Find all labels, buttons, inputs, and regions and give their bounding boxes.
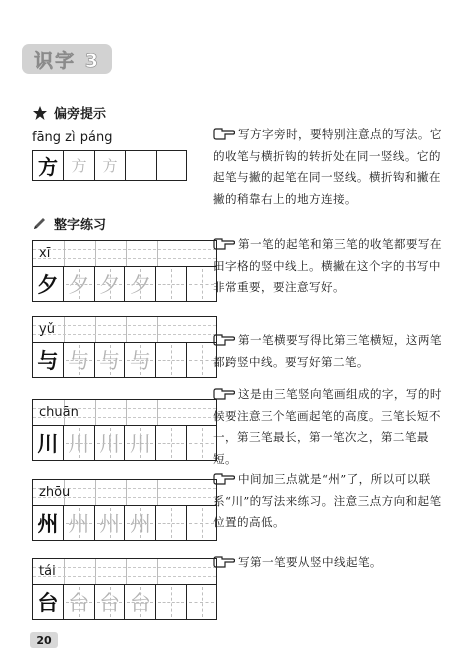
radical-grid — [32, 150, 187, 181]
trace-cell: 夕 — [94, 266, 125, 302]
trace-cell: 与 — [63, 342, 94, 378]
char-cell: 夕 — [32, 266, 63, 302]
note-yu — [213, 330, 445, 373]
trace-cell: 台 — [94, 584, 125, 620]
page-number: 20 — [30, 632, 58, 648]
note-text: 第一笔的起笔和第三笔的收笔都要写在田字格的竖中线上。横撇在这个字的书写中非常重要，要注意写好。 — [213, 237, 442, 295]
trace-cell — [186, 584, 217, 620]
trace-cell: 与 — [94, 342, 125, 378]
trace-cell: 川 — [94, 425, 125, 461]
char-grid-row — [32, 505, 217, 541]
lesson-title: 识字 3 — [34, 49, 100, 72]
char-block-yu — [32, 316, 217, 378]
trace-cell — [155, 342, 186, 378]
char-grid-row — [32, 342, 217, 378]
char-pinyin: yǔ — [39, 322, 55, 337]
char-grid-row — [32, 584, 217, 620]
pinyin-row — [32, 316, 217, 342]
char-block-xi — [32, 240, 217, 302]
trace-cell — [155, 266, 186, 302]
trace-cell: 川 — [124, 425, 155, 461]
trace-cell — [155, 584, 186, 620]
char-block-zhou — [32, 479, 217, 541]
trace-cell — [155, 505, 186, 541]
section-whole-char — [32, 214, 106, 233]
char-grid-row — [32, 425, 217, 461]
char-block-tai — [32, 558, 217, 620]
char-cell: 州 — [32, 505, 63, 541]
pinyin-row — [32, 479, 217, 505]
radical-cell: 方 — [32, 150, 63, 181]
trace-cell: 州 — [63, 505, 94, 541]
section-radical-title: 偏旁提示 — [54, 107, 107, 122]
radical-cell: 方 — [94, 150, 125, 181]
pinyin-row — [32, 399, 217, 425]
note-zhou — [213, 469, 445, 534]
trace-cell: 川 — [63, 425, 94, 461]
radical-pinyin: fāng zì páng — [32, 130, 113, 145]
trace-cell: 台 — [63, 584, 94, 620]
char-cell: 与 — [32, 342, 63, 378]
char-grid-row — [32, 266, 217, 302]
trace-cell: 夕 — [63, 266, 94, 302]
trace-cell: 台 — [124, 584, 155, 620]
trace-cell: 夕 — [124, 266, 155, 302]
note-fang — [213, 124, 445, 210]
radical-cell: 方 — [63, 150, 94, 181]
char-cell: 台 — [32, 584, 63, 620]
trace-cell: 州 — [124, 505, 155, 541]
star-icon — [32, 105, 48, 121]
radical-cell — [156, 150, 187, 181]
pointing-hand-icon — [213, 128, 235, 140]
trace-cell: 与 — [124, 342, 155, 378]
pointing-hand-icon — [213, 238, 235, 250]
pointing-hand-icon — [213, 334, 235, 346]
note-tai — [213, 552, 445, 574]
note-text: 写方字旁时，要特别注意点的写法。它的收笔与横折钩的转折处在同一竖线。它的起笔与撇的起笔在同一竖线。横折钩和撇在撇的稍靠右上的地方连接。 — [213, 127, 442, 206]
trace-cell: 州 — [94, 505, 125, 541]
pointing-hand-icon — [213, 473, 235, 485]
pinyin-row — [32, 558, 217, 584]
pointing-hand-icon — [213, 556, 235, 568]
note-text: 这是由三笔竖向笔画组成的字，写的时候要注意三个笔画起笔的高度。三笔长短不一，第三笔最长，第一笔次之，第二笔最短。 — [213, 387, 442, 466]
note-text: 第一笔横要写得比第三笔横短，这两笔都跨竖中线。要写好第二笔。 — [213, 333, 442, 369]
pencil-icon — [32, 217, 48, 231]
char-pinyin: zhōu — [39, 485, 71, 500]
pointing-hand-icon — [213, 388, 235, 400]
char-cell: 川 — [32, 425, 63, 461]
section-whole-char-title: 整字练习 — [54, 218, 107, 233]
radical-cell — [125, 150, 156, 181]
pinyin-row — [32, 240, 217, 266]
note-xi — [213, 234, 445, 299]
note-text: 写第一笔要从竖中线起笔。 — [238, 555, 382, 569]
char-pinyin: chuān — [39, 405, 79, 420]
trace-cell — [155, 425, 186, 461]
char-block-chuan — [32, 399, 217, 461]
note-text: 中间加三点就是“州”了，所以可以联系“川”的写法来练习。注意三点方向和起笔位置的高低。 — [213, 472, 442, 530]
note-chuan — [213, 384, 445, 470]
lesson-title-badge — [22, 44, 112, 74]
char-pinyin: tái — [39, 564, 56, 579]
char-pinyin: xī — [39, 246, 51, 261]
section-radical-hint — [32, 103, 106, 122]
